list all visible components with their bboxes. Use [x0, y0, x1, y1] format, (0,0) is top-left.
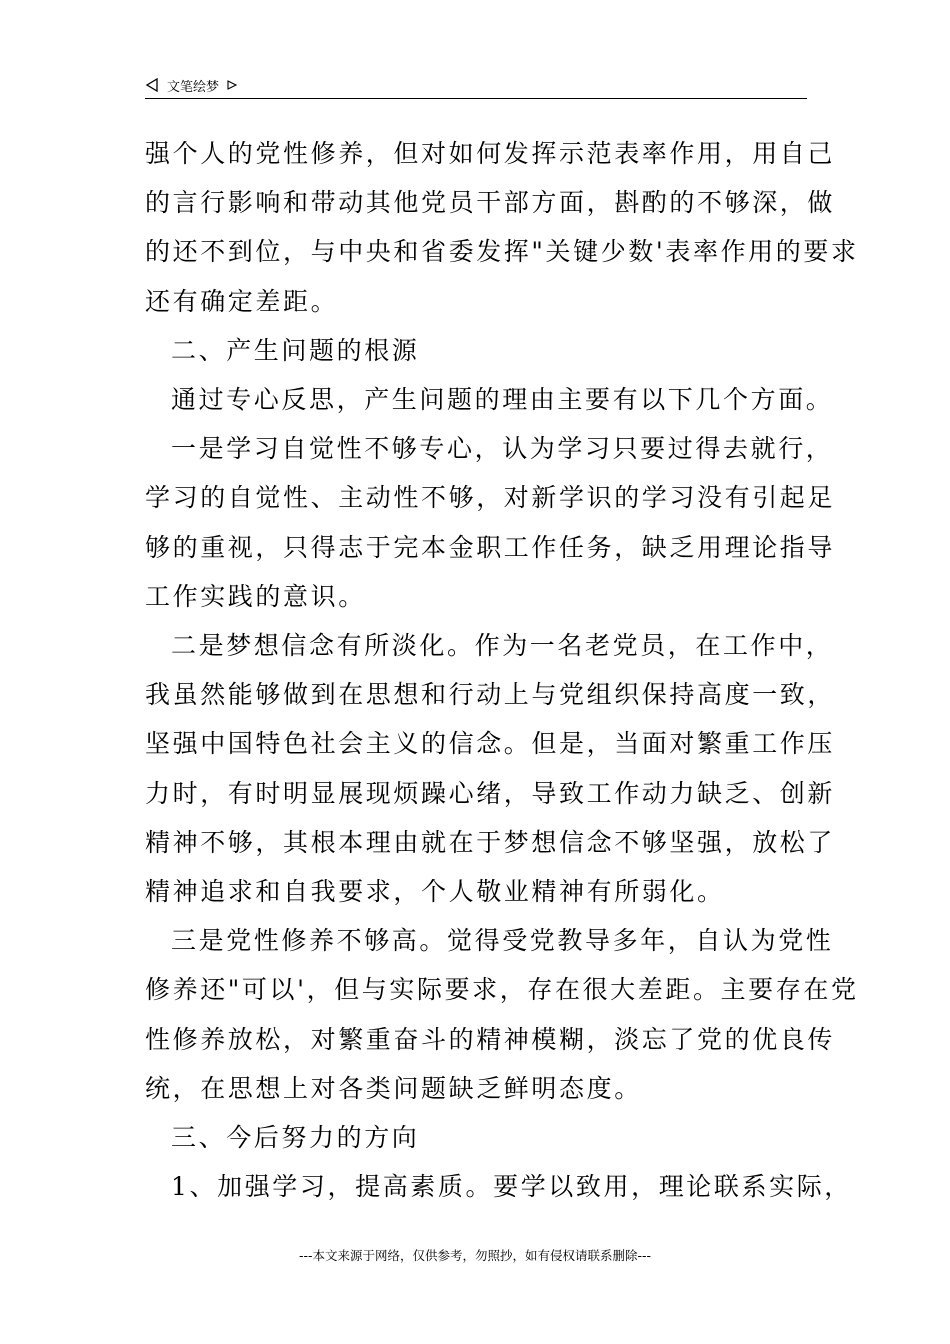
paragraph-continuation	[145, 129, 859, 326]
text-line: 力时，有时明显展现烦躁心绪，导致工作动力缺乏、创新	[145, 778, 836, 808]
heading-text: 二、产生问题的根源	[171, 335, 420, 365]
document-body	[145, 129, 859, 1211]
text-line: 通过专心反思，产生问题的理由主要有以下几个方面。	[171, 385, 834, 415]
section-heading-2	[145, 326, 810, 375]
text-line: 三是党性修养不够高。觉得受党教导多年，自认为党性	[171, 926, 834, 956]
text-line: 工作实践的意识。	[145, 581, 366, 611]
text-line: 强个人的党性修养，但对如何发挥示范表率作用，用自己	[145, 139, 836, 168]
text-line: 学习的自觉性、主动性不够，对新学识的学习没有引起足	[145, 483, 836, 513]
header-title: 文笔绘梦	[167, 79, 220, 95]
triangle-right-outline-icon	[227, 80, 237, 90]
text-line: 精神追求和自我要求，个人敬业精神有所弱化。	[145, 877, 725, 907]
section-heading-3	[145, 1113, 810, 1162]
triangle-left-outline-icon	[145, 78, 159, 92]
heading-text: 三、今后努力的方向	[171, 1123, 420, 1153]
text-line: 的言行影响和带动其他党员干部方面，斟酌的不够深，做	[145, 188, 836, 218]
text-line: 1、加强学习，提高素质。要学以致用，理论联系实际，	[171, 1172, 852, 1202]
page-header	[145, 72, 807, 99]
text-line: 统，在思想上对各类问题缺乏鲜明态度。	[145, 1073, 642, 1103]
text-line: 性修养放松，对繁重奋斗的精神模糊，淡忘了党的优良传	[145, 1024, 836, 1054]
page-footer-disclaimer: ---本文来源于网络，仅供参考，勿照抄，如有侵权请联系删除---	[298, 1248, 652, 1263]
text-line: 二是梦想信念有所淡化。作为一名老党员，在工作中，	[171, 631, 834, 661]
paragraph-point-1	[145, 424, 836, 621]
paragraph-point-3	[145, 916, 859, 1113]
text-line: 精神不够，其根本理由就在于梦想信念不够坚强，放松了	[145, 827, 836, 857]
paragraph-point-2	[145, 621, 836, 916]
paragraph-item-1	[145, 1162, 852, 1211]
paragraph-intro	[145, 375, 834, 424]
text-line: 还有确定差距。	[145, 286, 339, 316]
text-line: 坚强中国特色社会主义的信念。但是，当面对繁重工作压	[145, 729, 836, 759]
text-line: 修养还"可以'，但与实际要求，存在很大差距。主要存在党	[145, 975, 859, 1005]
text-line: 一是学习自觉性不够专心，认为学习只要过得去就行，	[171, 434, 834, 464]
text-line: 的还不到位，与中央和省委发挥"关键少数'表率作用的要求	[145, 237, 859, 267]
text-line: 够的重视，只得志于完本金职工作任务，缺乏用理论指导	[145, 532, 836, 562]
text-line: 我虽然能够做到在思想和行动上与党组织保持高度一致，	[145, 680, 836, 710]
